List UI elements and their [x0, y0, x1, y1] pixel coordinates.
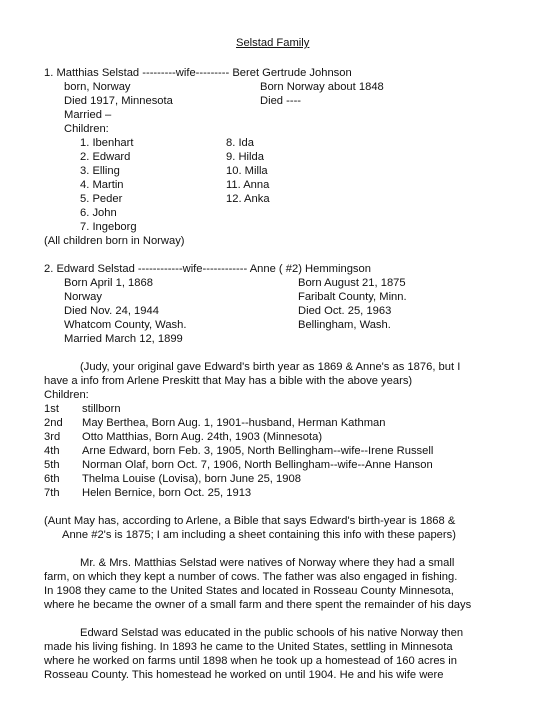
aunt-note-line: (Aunt May has, according to Arlene, a Bible that says Edward's birth-year is 1868 & — [44, 515, 456, 527]
child-entry: Helen Bernice, born Oct. 25, 1913 — [82, 487, 252, 499]
child-ordinal: 3rd — [44, 431, 61, 443]
entry1-child: 11. Anna — [226, 179, 270, 191]
paragraph1-line: where he became the owner of a small farm and there spent the remainder of his days — [44, 599, 472, 611]
paragraph2-line: Edward Selstad was educated in the public schools of his native Norway then — [80, 627, 464, 639]
entry1-death: Died 1917, Minnesota — [64, 95, 173, 107]
entry1-child: 3. Elling — [80, 165, 120, 177]
entry1-child: 7. Ingeborg — [80, 221, 137, 233]
child-entry: Arne Edward, born Feb. 3, 1905, North Bellingham--wife--Irene Russell — [82, 445, 434, 457]
child-ordinal: 1st — [44, 403, 59, 415]
child-ordinal: 4th — [44, 445, 60, 457]
entry1-wife-death: Died ---- — [260, 95, 302, 107]
paragraph1-line: In 1908 they came to the United States and located in Rosseau County Minnesota, — [44, 585, 454, 597]
child-ordinal: 5th — [44, 459, 60, 471]
entry1-birth: born, Norway — [64, 81, 131, 93]
aunt-note-line: Anne #2's is 1875; I am including a sheet containing this info with these papers) — [62, 529, 456, 541]
paragraph1-line: Mr. & Mrs. Matthias Selstad were natives of Norway where they had a small — [80, 557, 455, 569]
entry2-wife-birth: Born August 21, 1875 — [298, 277, 406, 289]
entry2-wife-deathplace: Bellingham, Wash. — [298, 319, 391, 331]
entry1-children-label: Children: — [64, 123, 109, 135]
child-entry: Thelma Louise (Lovisa), born June 25, 1908 — [82, 473, 301, 485]
entry2-death: Died Nov. 24, 1944 — [64, 305, 159, 317]
paragraph2-line: where he worked on farms until 1898 when he took up a homestead of 160 acres in — [44, 655, 457, 667]
entry1-footnote: (All children born in Norway) — [44, 235, 185, 247]
child-entry: stillborn — [82, 403, 121, 415]
entry1-child: 4. Martin — [80, 179, 124, 191]
entry2-wife-death: Died Oct. 25, 1963 — [298, 305, 392, 317]
child-ordinal: 2nd — [44, 417, 63, 429]
entry1-header: 1. Matthias Selstad ---------wife--------- Beret Gertrude Johnson — [44, 67, 352, 79]
child-entry: Otto Matthias, Born Aug. 24th, 1903 (Minnesota) — [82, 431, 323, 443]
entry2-birthplace: Norway — [64, 291, 102, 303]
entry1-married: Married – — [64, 109, 112, 121]
child-ordinal: 6th — [44, 473, 60, 485]
entry1-wife-birth: Born Norway about 1848 — [260, 81, 384, 93]
entry2-deathplace: Whatcom County, Wash. — [64, 319, 187, 331]
entry1-child: 2. Edward — [80, 151, 131, 163]
entry1-child: 8. Ida — [226, 137, 254, 149]
child-ordinal: 7th — [44, 487, 60, 499]
page-title: Selstad Family — [236, 37, 310, 49]
entry1-child: 1. Ibenhart — [80, 137, 134, 149]
child-entry: Norman Olaf, born Oct. 7, 1906, North Bellingham--wife--Anne Hanson — [82, 459, 433, 471]
entry2-header: 2. Edward Selstad ------------wife------------ Anne ( #2) Hemmingson — [44, 263, 371, 275]
paragraph1-line: farm, on which they kept a number of cows. The father was also engaged in fishing. — [44, 571, 458, 583]
entry2-wife-birthplace: Faribalt County, Minn. — [298, 291, 407, 303]
entry2-children-label: Children: — [44, 389, 89, 401]
entry1-child: 10. Milla — [226, 165, 268, 177]
paragraph2-line: made his living fishing. In 1893 he came to the United States, settling in Minnesota — [44, 641, 453, 653]
entry1-child: 9. Hilda — [226, 151, 264, 163]
child-entry: May Berthea, Born Aug. 1, 1901--husband, Herman Kathman — [82, 417, 386, 429]
entry1-child: 12. Anka — [226, 193, 270, 205]
entry2-birth: Born April 1, 1868 — [64, 277, 153, 289]
entry1-child: 5. Peder — [80, 193, 123, 205]
entry2-note-line: (Judy, your original gave Edward's birth year as 1869 & Anne's as 1876, but I — [80, 361, 461, 373]
entry2-married: Married March 12, 1899 — [64, 333, 183, 345]
entry2-note-line: have a info from Arlene Preskitt that May has a bible with the above years) — [44, 375, 413, 387]
entry1-child: 6. John — [80, 207, 117, 219]
paragraph2-line: Rosseau County. This homestead he worked on until 1904. He and his wife were — [44, 669, 444, 681]
